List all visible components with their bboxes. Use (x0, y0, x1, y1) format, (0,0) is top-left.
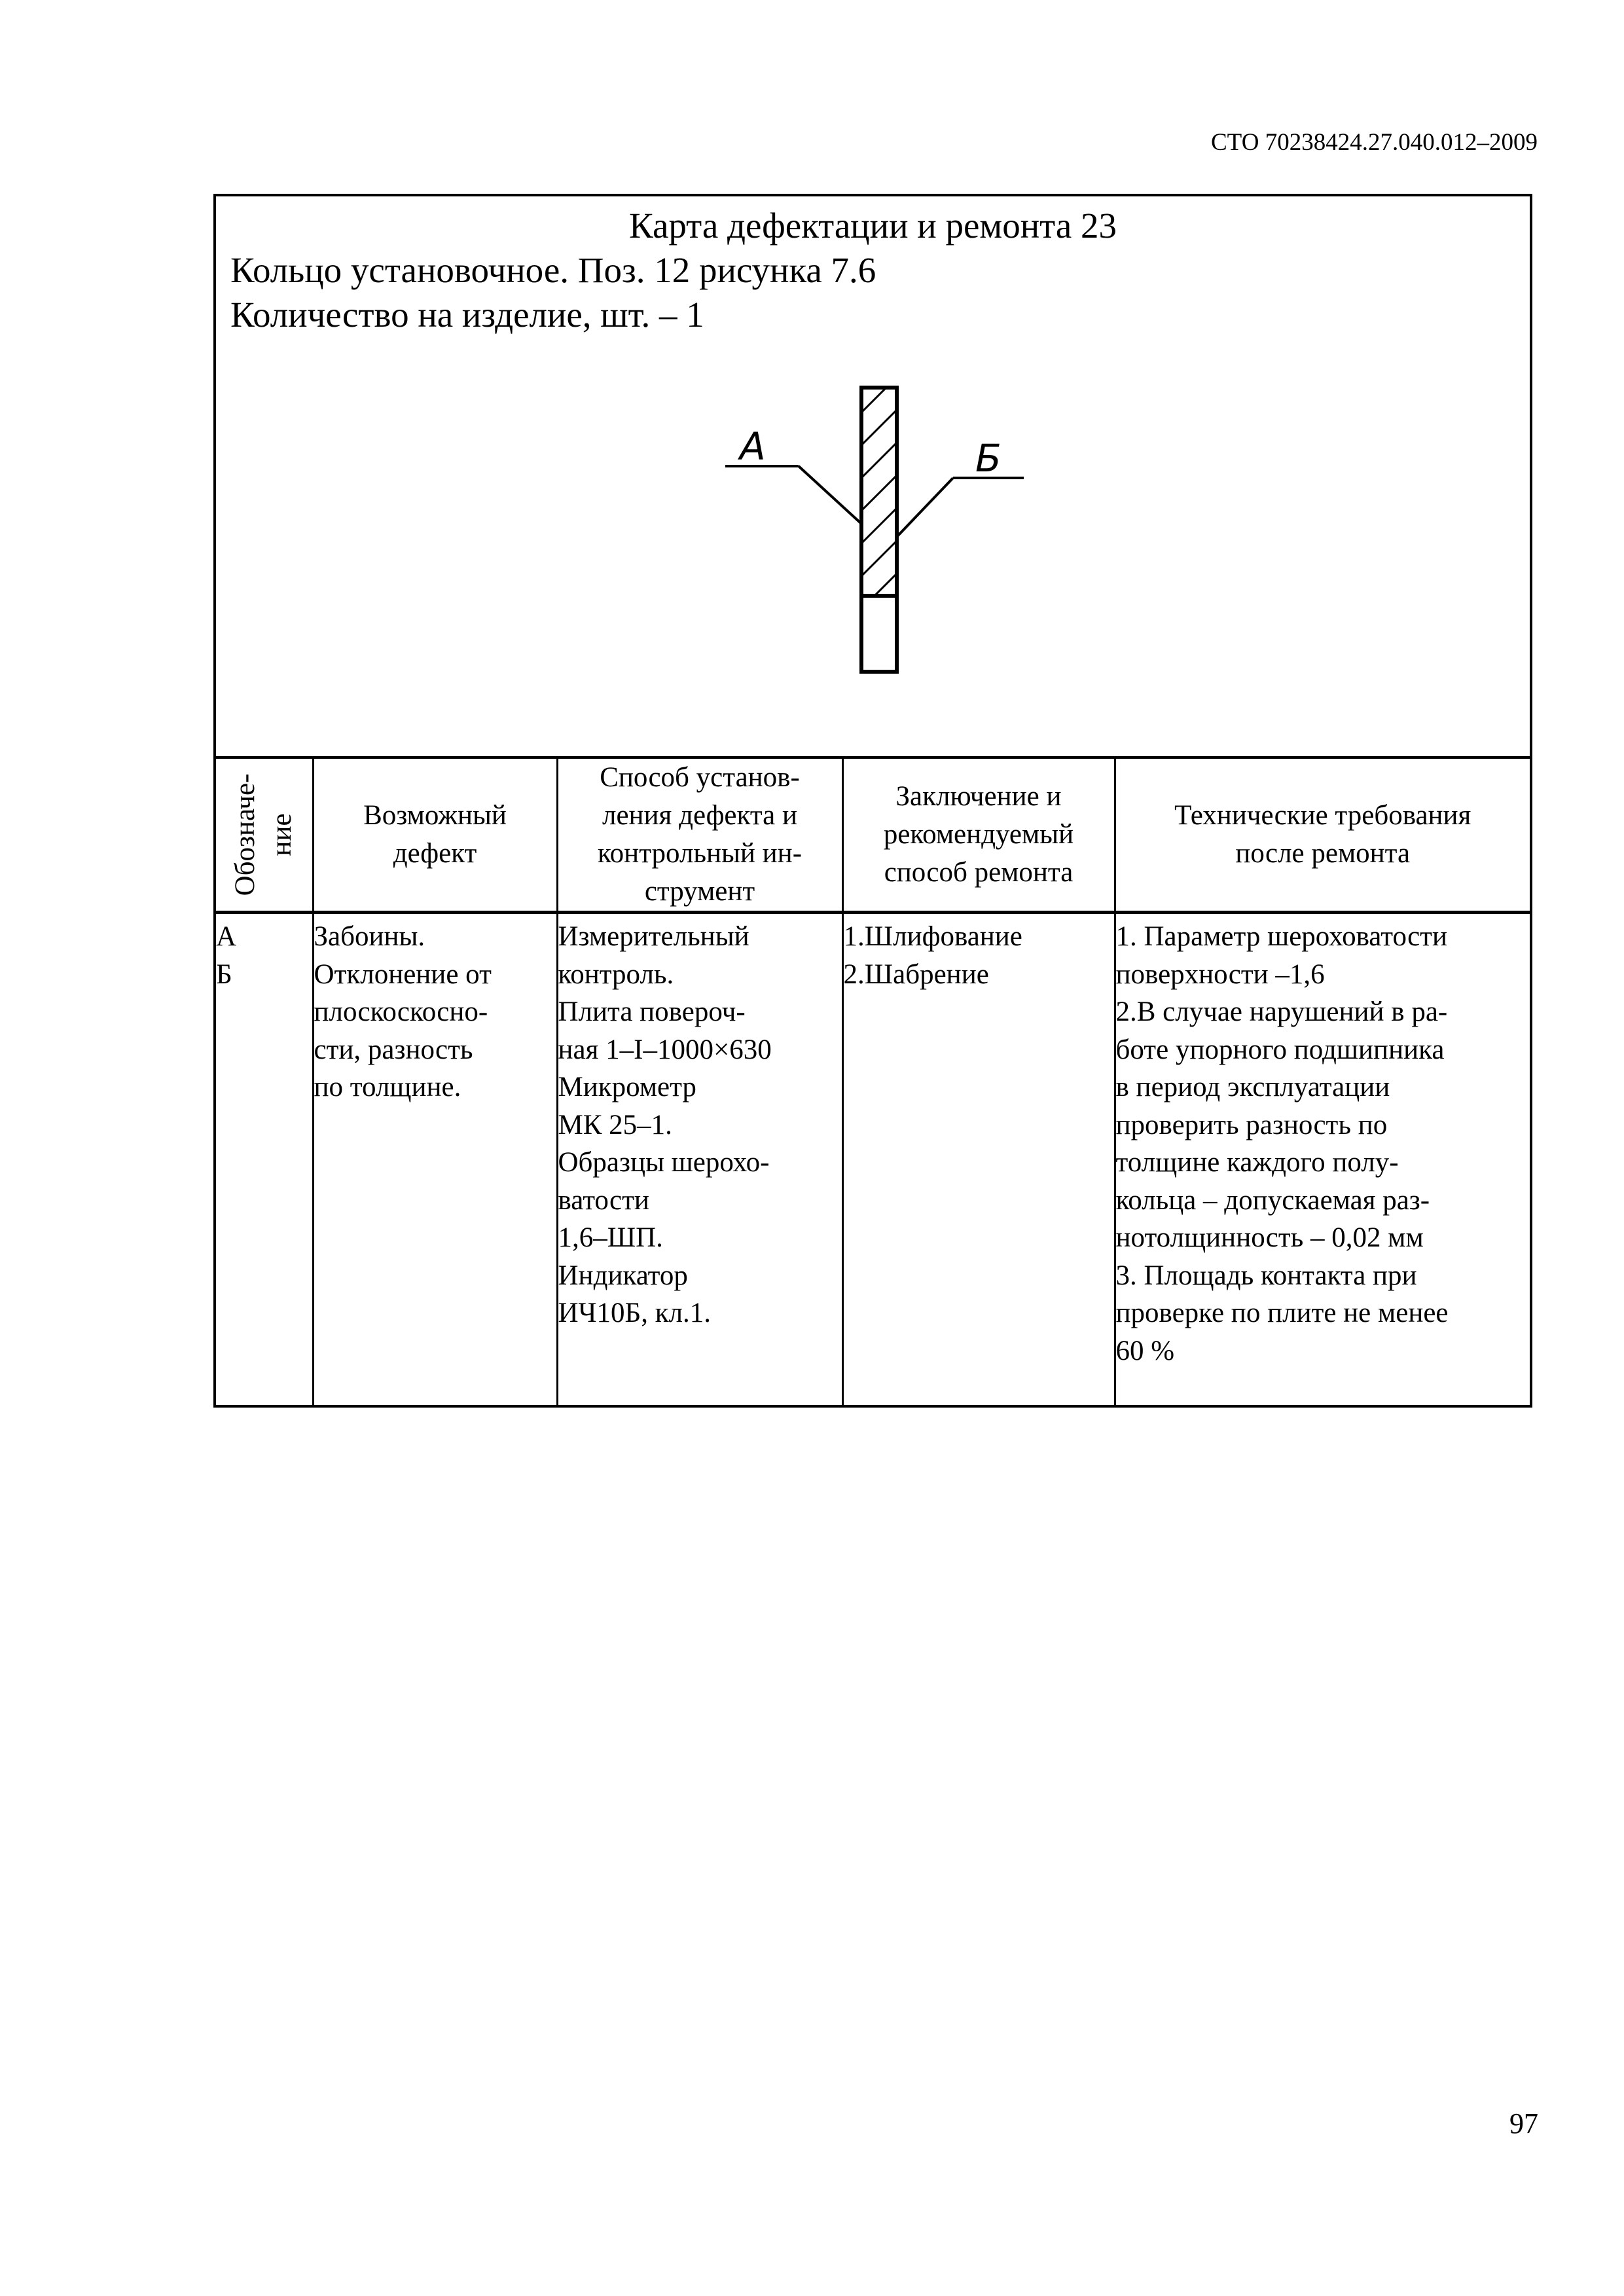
header-designation-text: Обозначе-ние (230, 773, 298, 896)
label-a: А (740, 424, 766, 469)
cell-requirements: 1. Параметр шероховатости поверхности –1,6 2.В случае нарушений в ра- боте упорного подшипника в период эксплуатации проверить разность по толщине каждого полу- кольца – допускаемая раз- нотолщинность – 0,02 мм 3. Площадь контакта при проверке по плите не менее 60 % (1115, 913, 1530, 1407)
table-row (216, 913, 1530, 1407)
cell-conclusion: 1.Шлифование 2.Шабрение (842, 913, 1115, 1407)
card-header (216, 196, 1530, 759)
header-requirements: Технические требования после ремонта (1115, 759, 1530, 913)
table-header-row (216, 759, 1530, 913)
header-defect: Возможный дефект (313, 759, 557, 913)
document-code: СТО 70238424.27.040.012–2009 (1210, 129, 1538, 156)
leader-b (897, 478, 953, 537)
hatch-pattern (861, 377, 897, 609)
defect-table (216, 759, 1530, 1407)
header-designation (216, 759, 313, 913)
quantity-per-item: Количество на изделие, шт. – 1 (230, 295, 704, 335)
header-conclusion: Заключение и рекомендуемый способ ремонта (842, 759, 1115, 913)
ring-section-plain (861, 596, 897, 672)
page-number: 97 (1509, 2107, 1538, 2140)
label-b: Б (975, 436, 1001, 481)
part-name: Кольцо установочное. Поз. 12 рисунка 7.6 (230, 250, 876, 290)
card-title: Карта дефектации и ремонта 23 (629, 206, 1117, 246)
ring-sketch (216, 196, 1530, 756)
leader-a (799, 466, 861, 524)
defect-card (213, 194, 1532, 1408)
header-method: Способ установ-ления дефекта и контрольный ин-струмент (557, 759, 842, 913)
cell-method: Измерительный контроль. Плита повероч- ная 1–I–1000×630 Микрометр МК 25–1. Образцы шерохо- ватости 1,6–ШП. Индикатор ИЧ10Б, кл.1. (557, 913, 842, 1407)
cell-designation: А Б (216, 913, 313, 1407)
cell-defect: Забоины. Отклонение от плоскоскосно- сти, разность по толщине. (313, 913, 557, 1407)
